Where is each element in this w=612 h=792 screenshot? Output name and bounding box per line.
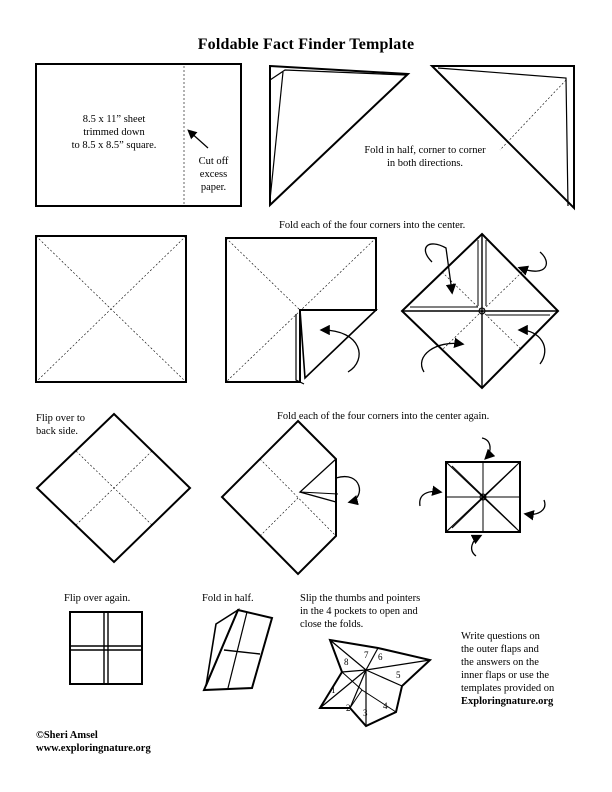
slip-text-line-2: in the 4 pockets to open and [300, 606, 418, 617]
fold-half-text-line-1: Fold in half, corner to corner [364, 145, 486, 156]
sheet-text-line-3: to 8.5 x 8.5” square. [71, 140, 157, 151]
second-fold-all-corners-diagram [420, 438, 545, 556]
slip-text-line-3: close the folds. [300, 619, 364, 630]
second-fold-one-corner-diagram [222, 421, 359, 574]
folded-half-diagram [204, 610, 272, 690]
fold-half-text-line-2: in both directions. [386, 158, 464, 169]
sheet-text-line-1: 8.5 x 11” sheet [82, 114, 146, 125]
note-line-3: the answers on the [461, 657, 539, 668]
flipped-square-diagram [70, 612, 142, 684]
cut-text-line-3: paper. [200, 182, 227, 193]
credit-site-link[interactable]: www.exploringnature.org [36, 743, 151, 754]
square-creases-diagram [36, 236, 186, 382]
fold-in-half-text: Fold in half. [202, 593, 254, 604]
flip-over-text-line-1: Flip over to [36, 413, 85, 424]
flap-number-6: 6 [378, 652, 383, 662]
flap-number-8: 8 [344, 657, 349, 667]
author-credit: ©Sheri Amsel [36, 730, 98, 741]
flap-number-4: 4 [383, 701, 388, 711]
fold-corners-again-text: Fold each of the four corners into the center again. [277, 411, 490, 422]
flip-over-again-text: Flip over again. [64, 593, 131, 604]
note-line-5: templates provided on [461, 683, 555, 694]
fold-corner-diagram-2 [432, 66, 574, 208]
flap-number-7: 7 [364, 650, 369, 660]
page-title: Foldable Fact Finder Template [197, 36, 415, 53]
flap-number-2: 2 [346, 703, 351, 713]
sheet-text-line-2: trimmed down [83, 127, 145, 138]
fold-corner-diagram-1 [270, 66, 408, 205]
note-site-link[interactable]: Exploringnature.org [461, 696, 554, 707]
note-line-2: the outer flaps and [461, 644, 539, 655]
fold-corners-text: Fold each of the four corners into the center. [279, 220, 466, 231]
four-corners-fold-diagram [402, 234, 558, 388]
cut-text-line-1: Cut off [198, 156, 229, 167]
flap-number-5: 5 [396, 670, 401, 680]
flip-over-text-line-2: back side. [36, 426, 78, 437]
cut-text-line-2: excess [199, 169, 228, 180]
fortune-teller-diagram [320, 640, 430, 726]
note-line-4: inner flaps or use the [461, 670, 550, 681]
one-corner-fold-diagram [226, 238, 376, 384]
flap-number-1: 1 [331, 685, 336, 695]
slip-text-line-1: Slip the thumbs and pointers [300, 593, 421, 604]
flap-number-3: 3 [363, 708, 368, 718]
note-line-1: Write questions on [461, 631, 540, 642]
